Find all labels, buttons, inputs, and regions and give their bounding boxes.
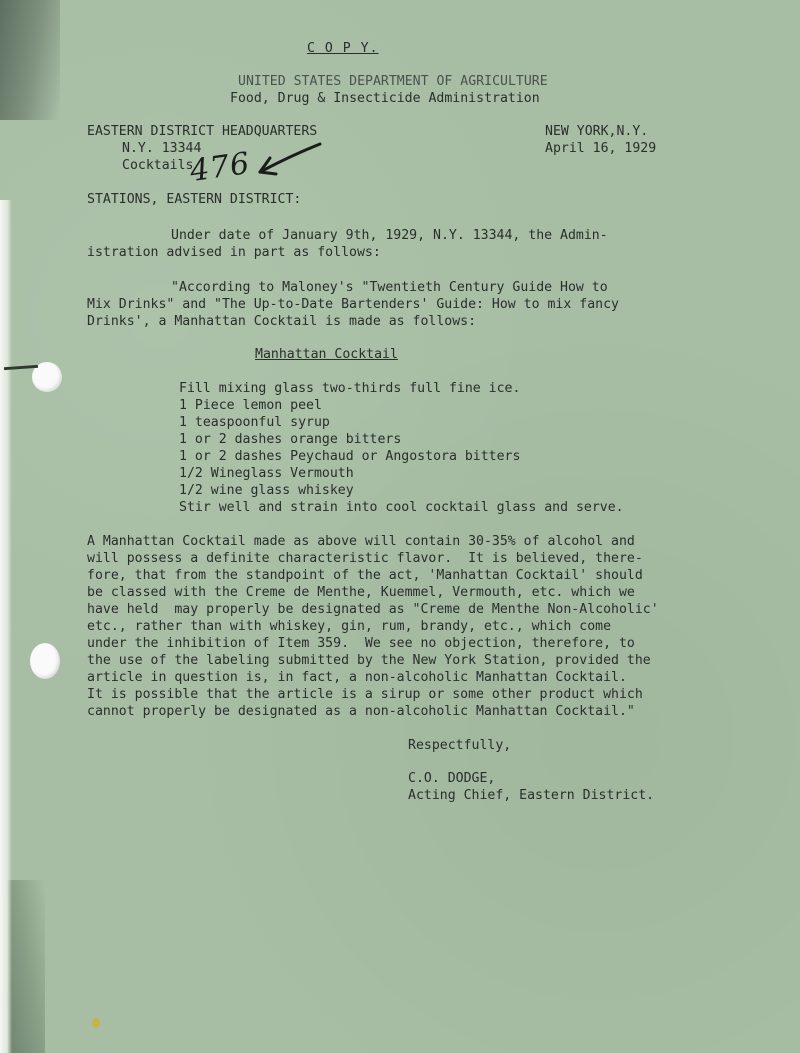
body-line: etc., rather than with whiskey, gin, rum, brandy, etc., which come: [87, 619, 612, 634]
copy-mark: C O P Y.: [307, 41, 379, 56]
recipe-step: 1 or 2 dashes orange bitters: [179, 432, 402, 447]
administration-heading: Food, Drug & Insecticide Administration: [230, 91, 540, 106]
paper-edge-shadow: [0, 0, 60, 120]
quote-line: "According to Maloney's "Twentieth Century Guide How to: [171, 280, 608, 295]
handwritten-number: 476: [187, 145, 253, 190]
stain-mark: [92, 1018, 100, 1028]
intro-line: Under date of January 9th, 1929, N.Y. 13344, the Admin-: [171, 228, 608, 243]
body-line: A Manhattan Cocktail made as above will contain 30-35% of alcohol and: [87, 534, 635, 549]
body-line: article in question is, in fact, a non-alcoholic Manhattan Cocktail.: [87, 670, 627, 685]
signer-name: C.O. DODGE,: [408, 771, 496, 786]
subject-line: Cocktails: [122, 158, 194, 173]
recipe-step: 1/2 wine glass whiskey: [179, 483, 354, 498]
recipe-step: 1 or 2 dashes Peychaud or Angostora bitters: [179, 449, 521, 464]
recipe-step: Fill mixing glass two-thirds full fine ice.: [179, 381, 521, 396]
body-line: fore, that from the standpoint of the act, 'Manhattan Cocktail' should: [87, 568, 643, 583]
recipe-step: 1/2 Wineglass Vermouth: [179, 466, 354, 481]
punch-hole-icon: [30, 643, 60, 679]
recipe-title: Manhattan Cocktail: [255, 347, 398, 362]
salutation: STATIONS, EASTERN DISTRICT:: [87, 192, 302, 207]
recipe-step: 1 teaspoonful syrup: [179, 415, 330, 430]
handwritten-arrow-icon: [220, 138, 330, 198]
body-line: the use of the labeling submitted by the New York Station, provided the: [87, 653, 651, 668]
quote-line: Drinks', a Manhattan Cocktail is made as follows:: [87, 314, 477, 329]
body-line: It is possible that the article is a sirup or some other product which: [87, 687, 643, 702]
signer-title: Acting Chief, Eastern District.: [408, 788, 655, 803]
office-name: EASTERN DISTRICT HEADQUARTERS: [87, 124, 318, 139]
body-line: be classed with the Creme de Menthe, Kuemmel, Vermouth, etc. which we: [87, 585, 635, 600]
page-margin-strip: [0, 200, 12, 1053]
body-line: have held may properly be designated as "Creme de Menthe Non-Alcoholic': [87, 602, 659, 617]
body-line: will possess a definite characteristic flavor. It is believed, there-: [87, 551, 643, 566]
department-heading: UNITED STATES DEPARTMENT OF AGRICULTURE: [238, 74, 548, 89]
quote-line: Mix Drinks" and "The Up-to-Date Bartenders' Guide: How to mix fancy: [87, 297, 619, 312]
letter-date: April 16, 1929: [545, 141, 657, 156]
valediction: Respectfully,: [408, 738, 512, 753]
recipe-step: Stir well and strain into cool cocktail glass and serve.: [179, 500, 624, 515]
body-line: cannot properly be designated as a non-alcoholic Manhattan Cocktail.": [87, 704, 635, 719]
body-line: under the inhibition of Item 359. We see no objection, therefore, to: [87, 636, 635, 651]
recipe-step: 1 Piece lemon peel: [179, 398, 322, 413]
intro-line: istration advised in part as follows:: [87, 245, 381, 260]
file-number: N.Y. 13344: [122, 141, 202, 156]
location: NEW YORK,N.Y.: [545, 124, 649, 139]
